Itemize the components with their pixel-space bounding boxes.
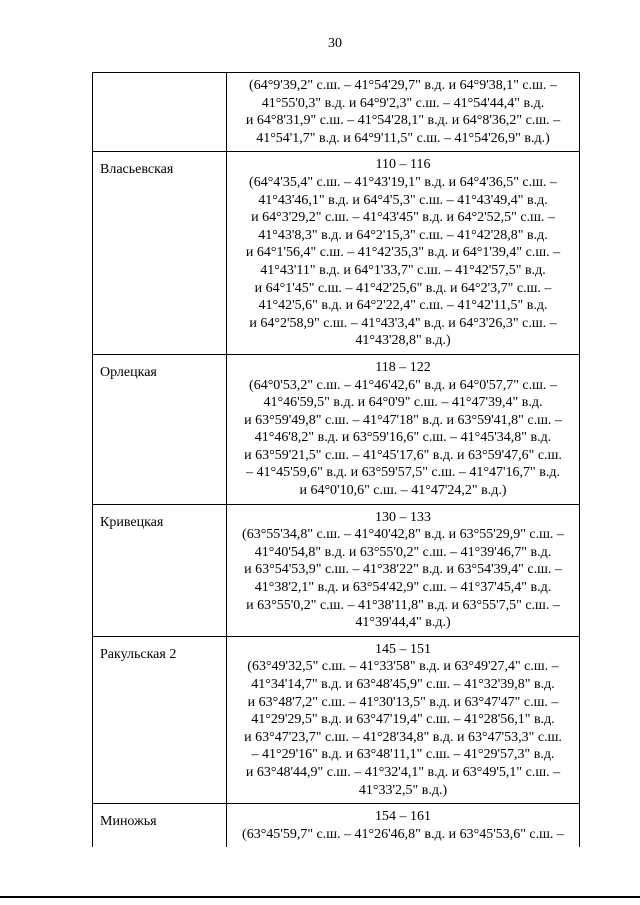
coordinates-text bbox=[227, 73, 579, 151]
coordinates-line: и 64°3'29,2" с.ш. – 41°43'45" в.д. и 64°2'52,5" с.ш. – bbox=[251, 210, 555, 226]
site-name-cell bbox=[93, 804, 227, 848]
site-name: Власьевская bbox=[100, 162, 174, 178]
table-row bbox=[93, 504, 580, 636]
coordinates-line: и 63°47'23,7" с.ш. – 41°28'34,8" в.д. и 63°47'53,3" с.ш. bbox=[244, 729, 562, 745]
coordinates-line: (63°49'32,5" с.ш. – 41°33'58" в.д. и 63°49'27,4" с.ш. – bbox=[247, 659, 559, 675]
coordinates-line: 41°38'2,1" в.д. и 63°54'42,9" с.ш. – 41°37'45,4" в.д. bbox=[254, 580, 552, 596]
page-number: 30 bbox=[328, 36, 342, 51]
coordinates-cell bbox=[227, 152, 580, 355]
coordinates-line: (64°0'53,2" с.ш. – 41°46'42,6" в.д. и 64°0'57,7" с.ш. – bbox=[249, 377, 557, 393]
coordinates-line: 41°46'8,2" в.д. и 63°59'16,6" с.ш. – 41°45'34,8" в.д. bbox=[254, 430, 552, 446]
site-name-cell bbox=[93, 354, 227, 504]
coordinates-line: 41°29'29,5" в.д. и 63°47'19,4" с.ш. – 41°28'56,1" в.д. bbox=[251, 712, 555, 728]
coordinates-line: 41°54'1,7" в.д. и 64°9'11,5" с.ш. – 41°54'26,9" в.д.) bbox=[256, 130, 550, 146]
coordinates-line: – 41°29'16" в.д. и 63°48'11,1" с.ш. – 41°29'57,3" в.д. bbox=[251, 747, 555, 763]
coordinates-cell bbox=[227, 73, 580, 152]
coordinates-cell bbox=[227, 804, 580, 848]
coordinates-line: 41°39'44,4" в.д.) bbox=[355, 615, 451, 631]
coordinates-text bbox=[227, 355, 579, 504]
site-name-cell bbox=[93, 636, 227, 803]
coordinates-line: и 64°1'56,4" с.ш. – 41°42'35,3" в.д. и 64°1'39,4" с.ш. – bbox=[245, 245, 561, 261]
coordinates-line: и 63°48'7,2" с.ш. – 41°30'13,5" в.д. и 63°47'47" с.ш. – bbox=[247, 694, 559, 710]
site-name-cell bbox=[93, 152, 227, 355]
coordinates-line: и 64°1'45" с.ш. – 41°42'25,6" в.д. и 64°2'3,7" с.ш. – bbox=[254, 280, 552, 296]
coordinates-line: 41°46'59,5" в.д. и 64°0'9" с.ш. – 41°47'39,4" в.д. bbox=[263, 395, 543, 411]
coordinates-line: и 64°8'31,9" с.ш. – 41°54'28,1" в.д. и 64°8'36,2" с.ш. – bbox=[245, 113, 561, 129]
coordinates-line: 41°33'2,5" в.д.) bbox=[358, 782, 448, 798]
coordinates-text bbox=[227, 637, 579, 803]
site-name: Миножья bbox=[100, 814, 157, 830]
coordinates-line: 41°40'54,8" в.д. и 63°55'0,2" с.ш. – 41°39'46,7" в.д. bbox=[254, 544, 552, 560]
coordinates-line: 118 – 122 bbox=[375, 359, 431, 375]
coordinates-line: и 63°54'53,9" с.ш. – 41°38'22" в.д. и 63°54'39,4" с.ш. – bbox=[244, 562, 562, 578]
coordinates-line: (63°55'34,8" с.ш. – 41°40'42,8" в.д. и 63°55'29,9" с.ш. – bbox=[242, 527, 564, 543]
coordinates-text bbox=[227, 505, 579, 636]
coordinates-line: и 63°48'44,9" с.ш. – 41°32'4,1" в.д. и 63°49'5,1" с.ш. – bbox=[245, 764, 561, 780]
coordinates-line: 130 – 133 bbox=[375, 509, 431, 525]
coordinates-line: и 63°59'49,8" с.ш. – 41°47'18" в.д. и 63°59'41,8" с.ш. – bbox=[244, 412, 562, 428]
coordinates-line: 41°43'28,8" в.д.) bbox=[355, 333, 451, 349]
sites-table bbox=[92, 72, 580, 847]
site-name-cell bbox=[93, 504, 227, 636]
coordinates-line: и 63°55'0,2" с.ш. – 41°38'11,8" в.д. и 63°55'7,5" с.ш. – bbox=[246, 597, 560, 613]
coordinates-line: 145 – 151 bbox=[375, 641, 431, 657]
table-row bbox=[93, 73, 580, 152]
coordinates-text bbox=[227, 804, 579, 847]
coordinates-line: 41°43'11" в.д. и 64°1'33,7" с.ш. – 41°42'57,5" в.д. bbox=[260, 262, 546, 278]
coordinates-line: 41°42'5,6" в.д. и 64°2'22,4" с.ш. – 41°42'11,5" в.д. bbox=[258, 298, 548, 314]
site-name: Ракульская 2 bbox=[100, 646, 177, 662]
site-name-cell bbox=[93, 73, 227, 152]
coordinates-cell bbox=[227, 636, 580, 803]
table-row bbox=[93, 152, 580, 355]
table-row bbox=[93, 636, 580, 803]
coordinates-text bbox=[227, 152, 579, 354]
site-name bbox=[93, 73, 226, 82]
coordinates-line: (64°9'39,2" с.ш. – 41°54'29,7" в.д. и 64°9'38,1" с.ш. – bbox=[249, 78, 557, 93]
coordinates-cell bbox=[227, 354, 580, 504]
bottom-rule bbox=[0, 896, 640, 898]
coordinates-line: 41°43'46,1" в.д. и 64°4'5,3" с.ш. – 41°43'49,4" в.д. bbox=[258, 192, 548, 208]
coordinates-line: – 41°45'59,6" в.д. и 63°59'57,5" с.ш. – 41°47'16,7" в.д. bbox=[246, 465, 560, 481]
coordinates-line: 110 – 116 bbox=[375, 157, 431, 173]
coordinates-line: 41°34'14,7" в.д. и 63°48'45,9" с.ш. – 41°32'39,8" в.д. bbox=[251, 677, 555, 692]
coordinates-line: и 64°0'10,6" с.ш. – 41°47'24,2" в.д.) bbox=[299, 483, 507, 499]
sites-table-body bbox=[93, 73, 580, 848]
coordinates-line: (64°4'35,4" с.ш. – 41°43'19,1" в.д. и 64°4'36,5" с.ш. – bbox=[249, 174, 557, 190]
coordinates-line: и 64°2'58,9" с.ш. – 41°43'3,4" в.д. и 64°3'26,3" с.ш. – bbox=[249, 315, 557, 331]
coordinates-line: 154 – 161 bbox=[375, 809, 431, 825]
site-name: Кривецкая bbox=[100, 514, 164, 530]
coordinates-line: (63°45'59,7" с.ш. – 41°26'46,8" в.д. и 63°45'53,6" с.ш. – bbox=[242, 826, 564, 842]
table-row bbox=[93, 354, 580, 504]
table-row bbox=[93, 804, 580, 848]
coordinates-line: 41°43'8,3" в.д. и 64°2'15,3" с.ш. – 41°42'28,8" в.д. bbox=[258, 227, 548, 243]
site-name: Орлецкая bbox=[100, 364, 157, 380]
coordinates-line: и 63°59'21,5" с.ш. – 41°45'17,6" в.д. и 63°59'47,6" с.ш. bbox=[244, 447, 562, 463]
coordinates-cell bbox=[227, 504, 580, 636]
coordinates-line: 41°55'0,3" в.д. и 64°9'2,3" с.ш. – 41°54'44,4" в.д. bbox=[261, 95, 545, 111]
